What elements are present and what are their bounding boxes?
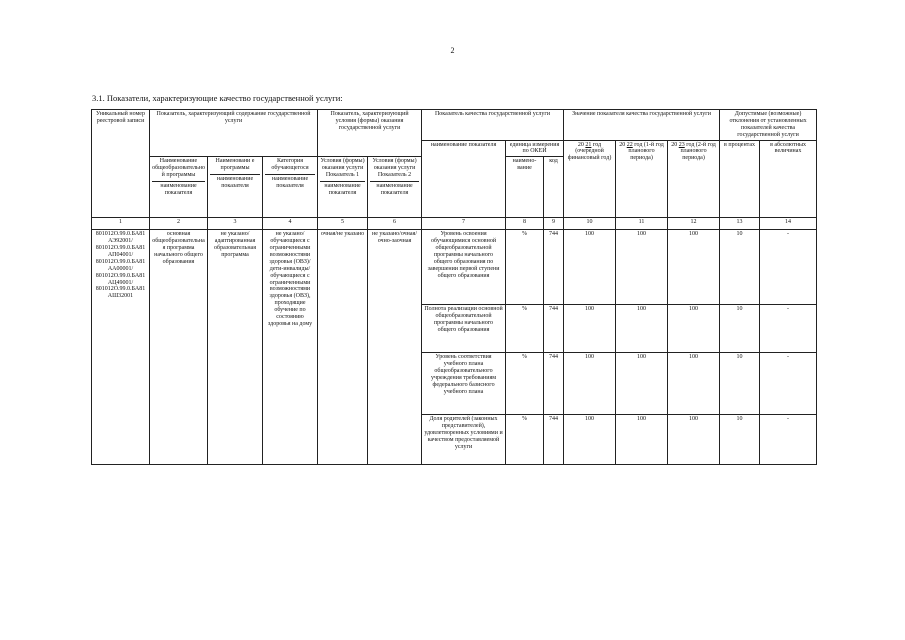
col-num: 1 (92, 218, 150, 230)
indicator-unit: % (506, 415, 544, 465)
header-c2-text: Наименовани е программы (215, 158, 255, 172)
header-value: Значение показателя качества государственной услуги (564, 110, 720, 141)
indicator-percent: 10 (720, 305, 760, 353)
header-c3 (263, 157, 318, 218)
col-num: 6 (368, 218, 422, 230)
header-c1 (150, 157, 208, 218)
header-c1-text: Наименование общеобразовательной программы (152, 158, 205, 179)
col-num: 4 (263, 218, 318, 230)
table-row (92, 230, 817, 305)
header-conditions: Показатель, характеризующий условия (формы) оказания государственной услуги (318, 110, 422, 141)
condition-1-cell: очная/не указано (318, 230, 368, 465)
indicator-absolute: - (760, 305, 817, 353)
header-content: Показатель, характеризующий содержание государственной услуги (150, 110, 318, 141)
indicator-name: Доля родителей (законных представителей), удовлетворенных условиями и качеством предоставляемой услуги (422, 415, 506, 465)
indicator-code: 744 (544, 230, 564, 305)
indicator-value-2: 100 (616, 415, 668, 465)
indicator-unit: % (506, 353, 544, 415)
indicator-value-1: 100 (564, 305, 616, 353)
col-num: 7 (422, 218, 506, 230)
col-num: 9 (544, 218, 564, 230)
indicator-name: Полнота реализации основной общеобразовательной программы начального общего образования (422, 305, 506, 353)
header-indicator-name: наименование показателя (422, 140, 506, 218)
header-row-2 (92, 140, 817, 157)
indicator-value-3: 100 (668, 353, 720, 415)
year-1-label: год (очередной финансовый год) (567, 141, 612, 162)
header-unit-code: код (544, 157, 564, 218)
header-row-1 (92, 110, 817, 141)
unique-number-cell: 801012О.99.0.БА81АЭ92001/ 801012О.99.0.БА81АП04001/ 801012О.99.0.БА81АА00001/ 801012О.99.0.БА81АЦ49001/ 801012О.99.0.БА81АШ32001 (92, 230, 150, 465)
quality-indicators-table (91, 109, 817, 465)
indicator-code: 744 (544, 305, 564, 353)
indicator-code: 744 (544, 415, 564, 465)
header-unit-name: наимено-вание (506, 157, 544, 218)
header-percent: в процентах (720, 140, 760, 218)
page-number: 2 (450, 46, 455, 55)
indicator-value-2: 100 (616, 230, 668, 305)
header-c2-name: наименование показателя (210, 174, 260, 190)
col-num: 13 (720, 218, 760, 230)
col-num: 11 (616, 218, 668, 230)
col-num: 12 (668, 218, 720, 230)
program-cell: основная общеобразовательная программа начального общего образования (150, 230, 208, 465)
indicator-value-3: 100 (668, 230, 720, 305)
header-quality: Показатель качества государственной услуги (422, 110, 564, 141)
header-c4 (318, 157, 368, 218)
indicator-absolute: - (760, 353, 817, 415)
indicator-code: 744 (544, 353, 564, 415)
header-unique-number: Уникальный номер реестровой записи (92, 110, 150, 218)
indicator-unit: % (506, 230, 544, 305)
header-unit: единица измерения по ОКЕИ (506, 140, 564, 157)
col-num: 3 (208, 218, 263, 230)
year-2-label: год (1-й год планового периода) (628, 141, 664, 162)
year-2-prefix: 20 (619, 141, 626, 148)
indicator-value-3: 100 (668, 415, 720, 465)
header-c5-text: Условия (формы) оказания услуги Показатель 2 (372, 158, 417, 179)
year-2-number: 22 (626, 141, 633, 148)
category-cell: не указано/ обучающиеся с ограниченными возможностями здоровья (ОВЗ)/дети-инвалиды/обучающиеся с ограниченными возможностями здоровья (ОВЗ), проходящие обучение по состоянию здоровья на дому (263, 230, 318, 465)
indicator-name: Уровень соответствия учебного плана общеобразовательного учреждения требованиям федерального базисного учебного плана (422, 353, 506, 415)
indicator-value-1: 100 (564, 353, 616, 415)
header-year-3 (668, 140, 720, 218)
section-title: 3.1. Показатели, характеризующие качество государственной услуги: (92, 93, 343, 103)
col-num: 14 (760, 218, 817, 230)
indicator-percent: 10 (720, 230, 760, 305)
program-name-cell: не указано/ адаптированная образовательная программа (208, 230, 263, 465)
year-3-prefix: 20 (671, 141, 678, 148)
header-conditions-spacer (318, 140, 422, 157)
year-1-number: 21 (585, 141, 592, 148)
header-year-1 (564, 140, 616, 218)
header-deviation: Допустимые (возможные) отклонения от установленных показателей качества государственной услуги (720, 110, 817, 141)
header-c1-name: наименование показателя (152, 181, 205, 197)
indicator-unit: % (506, 305, 544, 353)
column-number-row (92, 218, 817, 230)
indicator-value-1: 100 (564, 415, 616, 465)
header-c3-text: Категория обучающегося (271, 158, 309, 172)
year-1-prefix: 20 (577, 141, 584, 148)
indicator-value-1: 100 (564, 230, 616, 305)
header-absolute: в абсолютных величинах (760, 140, 817, 218)
indicator-percent: 10 (720, 415, 760, 465)
condition-2-cell: не указано/очная/ очно-заочная (368, 230, 422, 465)
indicator-name: Уровень освоения обучающимися основной общеобразовательной программы начального общего образования по завершении первой ступени общего образования (422, 230, 506, 305)
col-num: 5 (318, 218, 368, 230)
year-3-label: год (2-й год планового периода) (680, 141, 716, 162)
header-year-2 (616, 140, 668, 218)
header-c2 (208, 157, 263, 218)
header-c4-text: Условия (формы) оказания услуги Показатель 1 (320, 158, 365, 179)
header-content-spacer (150, 140, 318, 157)
indicator-value-3: 100 (668, 305, 720, 353)
indicator-percent: 10 (720, 353, 760, 415)
col-num: 8 (506, 218, 544, 230)
year-3-number: 23 (678, 141, 685, 148)
col-num: 2 (150, 218, 208, 230)
indicator-absolute: - (760, 415, 817, 465)
col-num: 10 (564, 218, 616, 230)
header-c5 (368, 157, 422, 218)
indicator-absolute: - (760, 230, 817, 305)
indicator-value-2: 100 (616, 353, 668, 415)
indicator-value-2: 100 (616, 305, 668, 353)
header-c5-name: наименование показателя (370, 181, 419, 197)
header-c4-name: наименование показателя (320, 181, 365, 197)
header-c3-name: наименование показателя (265, 174, 315, 190)
